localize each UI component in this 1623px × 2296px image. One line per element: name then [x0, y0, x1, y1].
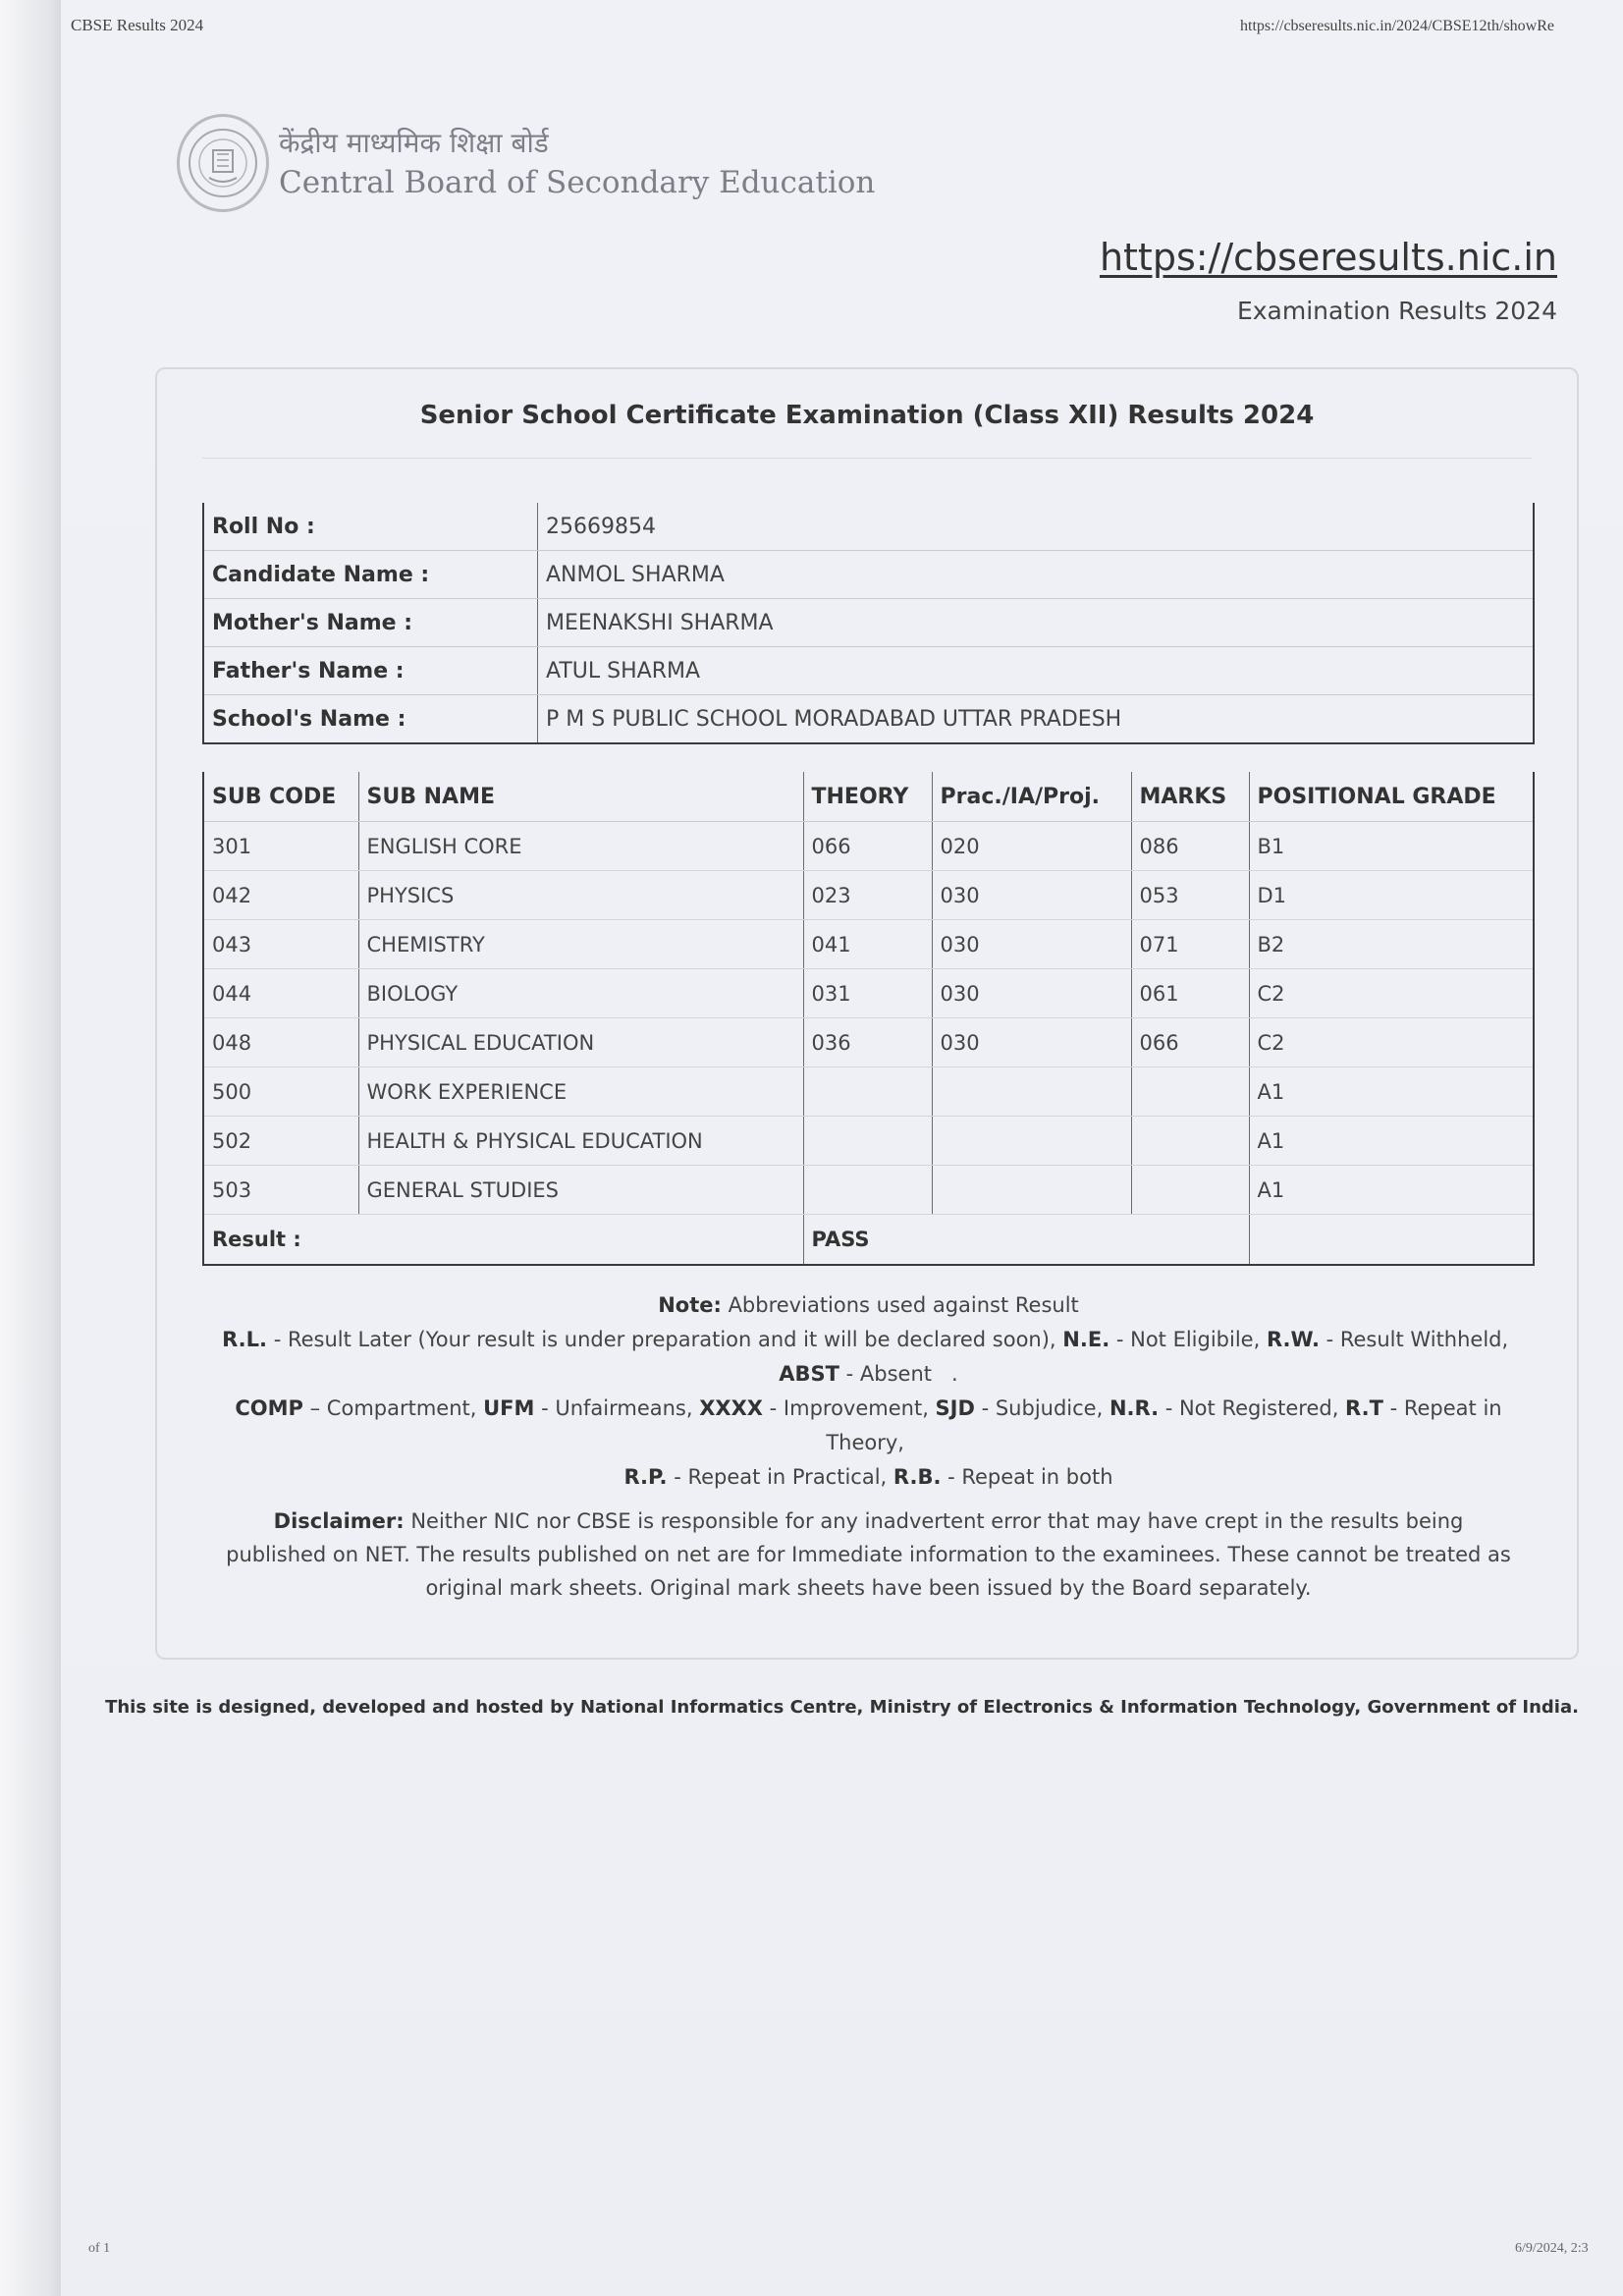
practical-marks-cell: 030 [932, 871, 1131, 920]
note-abbr: N.E. [1062, 1328, 1110, 1351]
sub-name-cell: CHEMISTRY [358, 920, 803, 969]
note-line [202, 1392, 1535, 1460]
subject-row [203, 1067, 1534, 1117]
note-abbr-meaning: - Not Registered, [1159, 1396, 1346, 1420]
card-title: Senior School Certificate Examination (Class XII) Results 2024 [419, 401, 1315, 430]
note-abbr-meaning: - Repeat in Practical, [667, 1465, 893, 1489]
sub-code-cell: 042 [203, 871, 358, 920]
brand-english-name: Central Board of Secondary Education [279, 165, 876, 200]
note-abbr: N.R. [1109, 1396, 1160, 1420]
sub-name-cell: BIOLOGY [358, 969, 803, 1018]
note-abbr: ABST [779, 1362, 839, 1386]
card-divider [202, 458, 1532, 459]
positional-grade-cell: C2 [1249, 1018, 1534, 1067]
disclaimer-label: Disclaimer: [273, 1509, 405, 1533]
subject-row [203, 920, 1534, 969]
info-value: MEENAKSHI SHARMA [538, 599, 1535, 647]
site-footer: This site is designed, developed and hosted by National Informatics Centre, Ministry of Electronics & Information Technology, Government of India. [105, 1697, 1579, 1718]
marks-table [202, 772, 1535, 1266]
note-abbr-meaning: - Repeat in Theory, [826, 1396, 1509, 1454]
sub-name-cell: PHYSICAL EDUCATION [358, 1018, 803, 1067]
total-marks-cell: 053 [1131, 871, 1249, 920]
theory-marks-cell [803, 1067, 932, 1117]
total-marks-cell: 061 [1131, 969, 1249, 1018]
result-row [203, 1215, 1534, 1266]
positional-grade-cell: C2 [1249, 969, 1534, 1018]
note-abbr: UFM [483, 1396, 535, 1420]
sub-name-cell: ENGLISH CORE [358, 822, 803, 871]
theory-marks-cell: 031 [803, 969, 932, 1018]
subject-row [203, 822, 1534, 871]
scan-edge-shadow [0, 0, 61, 2296]
note-abbr: R.W. [1266, 1328, 1320, 1351]
note-abbr-meaning: - Not Eligibile, [1109, 1328, 1267, 1351]
practical-marks-cell [932, 1117, 1131, 1166]
sub-name-cell: WORK EXPERIENCE [358, 1067, 803, 1117]
note-abbr: COMP [235, 1396, 303, 1420]
result-label: Result : [203, 1215, 803, 1266]
sub-code-cell: 503 [203, 1166, 358, 1215]
sub-name-cell: GENERAL STUDIES [358, 1166, 803, 1215]
marks-column-header: Prac./IA/Proj. [932, 772, 1131, 822]
theory-marks-cell: 023 [803, 871, 932, 920]
note-line [202, 1323, 1535, 1357]
theory-marks-cell [803, 1117, 932, 1166]
info-value: ANMOL SHARMA [538, 551, 1535, 599]
total-marks-cell [1131, 1067, 1249, 1117]
total-marks-cell: 086 [1131, 822, 1249, 871]
note-heading-text: Abbreviations used against Result [721, 1293, 1079, 1317]
subject-row [203, 969, 1534, 1018]
result-card [155, 367, 1579, 1660]
marks-column-header: MARKS [1131, 772, 1249, 822]
total-marks-cell [1131, 1117, 1249, 1166]
note-abbr: R.P. [623, 1465, 668, 1489]
results-site-subtitle: Examination Results 2024 [1236, 297, 1557, 325]
info-label: Father's Name : [203, 647, 538, 695]
practical-marks-cell: 020 [932, 822, 1131, 871]
sub-code-cell: 048 [203, 1018, 358, 1067]
print-timestamp: 6/9/2024, 2:3 [1515, 2241, 1589, 2256]
sub-name-cell: PHYSICS [358, 871, 803, 920]
result-value: PASS [803, 1215, 1249, 1266]
positional-grade-cell: A1 [1249, 1117, 1534, 1166]
note-abbr-meaning: – Compartment, [302, 1396, 484, 1420]
note-abbr-meaning: - Result Later (Your result is under preparation and it will be declared soon), [267, 1328, 1063, 1351]
marks-column-header: THEORY [803, 772, 932, 822]
sub-code-cell: 044 [203, 969, 358, 1018]
note-abbr-meaning: - Improvement, [763, 1396, 936, 1420]
candidate-info-row [203, 551, 1534, 599]
cbse-emblem-icon [177, 114, 269, 212]
theory-marks-cell: 066 [803, 822, 932, 871]
print-page-number: of 1 [88, 2241, 111, 2256]
practical-marks-cell: 030 [932, 920, 1131, 969]
print-header-url: https://cbseresults.nic.in/2024/CBSE12th/showRe [1240, 18, 1554, 34]
candidate-info-table [202, 503, 1535, 744]
theory-marks-cell [803, 1166, 932, 1215]
sub-code-cell: 500 [203, 1067, 358, 1117]
sub-code-cell: 502 [203, 1117, 358, 1166]
sub-code-cell: 043 [203, 920, 358, 969]
practical-marks-cell [932, 1166, 1131, 1215]
marks-header-row [203, 772, 1534, 822]
info-label: Roll No : [203, 503, 538, 551]
practical-marks-cell: 030 [932, 969, 1131, 1018]
note-abbr-meaning: - Result Withheld, [1319, 1328, 1515, 1351]
note-abbr: R.L. [222, 1328, 268, 1351]
note-abbreviation-list [202, 1323, 1535, 1495]
sub-code-cell: 301 [203, 822, 358, 871]
info-label: Mother's Name : [203, 599, 538, 647]
note-line [202, 1460, 1535, 1495]
theory-marks-cell: 041 [803, 920, 932, 969]
marks-column-header: SUB NAME [358, 772, 803, 822]
note-abbr: XXXX [699, 1396, 763, 1420]
disclaimer [222, 1504, 1515, 1605]
subject-row [203, 1117, 1534, 1166]
sub-name-cell: HEALTH & PHYSICAL EDUCATION [358, 1117, 803, 1166]
candidate-info-row [203, 695, 1534, 744]
positional-grade-cell: D1 [1249, 871, 1534, 920]
total-marks-cell [1131, 1166, 1249, 1215]
info-value: P M S PUBLIC SCHOOL MORADABAD UTTAR PRADESH [538, 695, 1535, 744]
info-label: School's Name : [203, 695, 538, 744]
note-abbr: SJD [935, 1396, 975, 1420]
results-site-link[interactable]: https://cbseresults.nic.in [1099, 236, 1557, 279]
print-header-title: CBSE Results 2024 [71, 16, 204, 34]
disclaimer-text: Neither NIC nor CBSE is responsible for any inadvertent error that may have crept in the results being published on NET. The results published on net are for Immediate information to the examinees. These cannot be treated as original mark sheets. Original mark sheets have been issued by the Board separately. [226, 1509, 1511, 1600]
result-grade-cell [1249, 1215, 1534, 1266]
info-label: Candidate Name : [203, 551, 538, 599]
candidate-info-row [203, 503, 1534, 551]
candidate-info-row [203, 599, 1534, 647]
note-abbr: R.T [1345, 1396, 1383, 1420]
total-marks-cell: 066 [1131, 1018, 1249, 1067]
positional-grade-cell: A1 [1249, 1166, 1534, 1215]
positional-grade-cell: B2 [1249, 920, 1534, 969]
note-line [202, 1357, 1535, 1392]
note-abbr-meaning: - Unfairmeans, [534, 1396, 700, 1420]
note-abbr: R.B. [893, 1465, 942, 1489]
total-marks-cell: 071 [1131, 920, 1249, 969]
subject-row [203, 1166, 1534, 1215]
note-abbr-meaning: - Absent . [839, 1362, 958, 1386]
note-abbr-meaning: - Subjudice, [974, 1396, 1109, 1420]
abbreviations-note [202, 1288, 1535, 1495]
marks-column-header: POSITIONAL GRADE [1249, 772, 1534, 822]
info-value: ATUL SHARMA [538, 647, 1535, 695]
candidate-info-row [203, 647, 1534, 695]
subject-row [203, 871, 1534, 920]
practical-marks-cell: 030 [932, 1018, 1131, 1067]
positional-grade-cell: A1 [1249, 1067, 1534, 1117]
marks-column-header: SUB CODE [203, 772, 358, 822]
subject-row [203, 1018, 1534, 1067]
brand-hindi-name: केंद्रीय माध्यमिक शिक्षा बोर्ड [279, 127, 549, 159]
theory-marks-cell: 036 [803, 1018, 932, 1067]
note-heading: Note: [658, 1293, 722, 1317]
positional-grade-cell: B1 [1249, 822, 1534, 871]
note-abbr-meaning: - Repeat in both [941, 1465, 1113, 1489]
info-value: 25669854 [538, 503, 1535, 551]
cbse-logo[interactable] [177, 114, 875, 212]
practical-marks-cell [932, 1067, 1131, 1117]
